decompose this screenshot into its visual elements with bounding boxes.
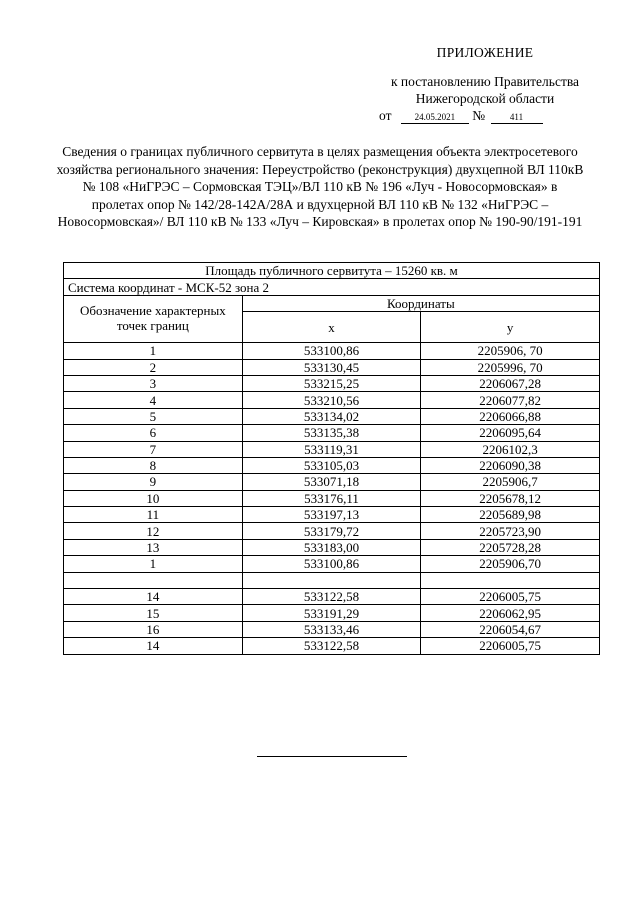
table-row xyxy=(64,375,600,391)
cell-point: 14 xyxy=(64,638,243,654)
area-row xyxy=(64,263,600,279)
region-line: Нижегородской области xyxy=(415,91,555,106)
cell-x: 533191,29 xyxy=(242,605,421,621)
cell-point: 7 xyxy=(64,441,243,457)
cell-point: 16 xyxy=(64,621,243,637)
cell-point: 6 xyxy=(64,425,243,441)
cell-point: 10 xyxy=(64,490,243,506)
x-header: x xyxy=(242,312,421,343)
table-row xyxy=(64,638,600,654)
table-row xyxy=(64,605,600,621)
table-row xyxy=(64,621,600,637)
cell-x: 533183,00 xyxy=(242,539,421,555)
cell-point xyxy=(64,572,243,588)
cell-x: 533215,25 xyxy=(242,375,421,391)
cell-y: 2206090,38 xyxy=(421,457,600,473)
table-row xyxy=(64,474,600,490)
cell-x: 533071,18 xyxy=(242,474,421,490)
cell-point: 2 xyxy=(64,359,243,375)
cell-point: 4 xyxy=(64,392,243,408)
cell-y: 2206067,28 xyxy=(421,375,600,391)
cell-x: 533133,46 xyxy=(242,621,421,637)
cell-x: 533210,56 xyxy=(242,392,421,408)
resolution-line: к постановлению Правительства xyxy=(390,74,580,89)
table-row xyxy=(64,490,600,506)
table-row xyxy=(64,408,600,424)
area-cell: Площадь публичного сервитута – 15260 кв. м xyxy=(64,263,600,279)
coord-system-row xyxy=(64,279,600,295)
cell-x: 533134,02 xyxy=(242,408,421,424)
table-row xyxy=(64,556,600,572)
cell-y: 2205906,7 xyxy=(421,474,600,490)
cell-y: 2205996, 70 xyxy=(421,359,600,375)
document-title: Сведения о границах публичного сервитута в целях размещения объекта электросетевого хозяйства регионального значения: Переустройство (реконструкция) двухцепной ВЛ 110кВ № 108 «НиГРЭС – Сормовская ТЭЦ»/ВЛ 110 кВ № 196 «Луч - Новосормовская» в пролетах опор № 142/28-142А/28А и вдухцерной ВЛ 110 кВ № 132 «НиГРЭС – Новосормовская»/ ВЛ 110 кВ № 133 «Луч – Кировская» в пролетах опор № 190-90/191-191 xyxy=(56,144,584,230)
cell-y: 2206054,67 xyxy=(421,621,600,637)
y-header: y xyxy=(421,312,600,343)
appendix-header xyxy=(360,44,610,124)
cell-x: 533100,86 xyxy=(242,343,421,359)
table-row xyxy=(64,441,600,457)
cell-point: 12 xyxy=(64,523,243,539)
number-sign: № xyxy=(472,108,486,123)
cell-point: 3 xyxy=(64,375,243,391)
table-row xyxy=(64,572,600,588)
table-row xyxy=(64,507,600,523)
table-row xyxy=(64,539,600,555)
table-row xyxy=(64,359,600,375)
date-prefix: от xyxy=(379,108,392,123)
cell-x: 533179,72 xyxy=(242,523,421,539)
cell-y: 2205678,12 xyxy=(421,490,600,506)
cell-y: 2206062,95 xyxy=(421,605,600,621)
cell-y: 2206102,3 xyxy=(421,441,600,457)
cell-x: 533122,58 xyxy=(242,589,421,605)
cell-y: 2205728,28 xyxy=(421,539,600,555)
cell-x: 533122,58 xyxy=(242,638,421,654)
cell-x xyxy=(242,572,421,588)
cell-y xyxy=(421,572,600,588)
cell-y: 2206005,75 xyxy=(421,638,600,654)
cell-y: 2205906, 70 xyxy=(421,343,600,359)
table-row xyxy=(64,392,600,408)
cell-point: 14 xyxy=(64,589,243,605)
cell-y: 2205906,70 xyxy=(421,556,600,572)
cell-point: 8 xyxy=(64,457,243,473)
table-row xyxy=(64,589,600,605)
table-row xyxy=(64,343,600,359)
cell-y: 2206066,88 xyxy=(421,408,600,424)
coord-system-cell: Система координат - МСК-52 зона 2 xyxy=(64,279,600,295)
header-row xyxy=(64,295,600,311)
cell-y: 2206095,64 xyxy=(421,425,600,441)
cell-point: 13 xyxy=(64,539,243,555)
date-value: 24.05.2021 xyxy=(401,112,469,124)
cell-y: 2206077,82 xyxy=(421,392,600,408)
number-value: 411 xyxy=(491,112,543,124)
cell-y: 2205723,90 xyxy=(421,523,600,539)
cell-x: 533135,38 xyxy=(242,425,421,441)
date-number-line xyxy=(360,107,610,124)
cell-point: 1 xyxy=(64,343,243,359)
cell-y: 2206005,75 xyxy=(421,589,600,605)
cell-point: 11 xyxy=(64,507,243,523)
cell-y: 2205689,98 xyxy=(421,507,600,523)
cell-x: 533119,31 xyxy=(242,441,421,457)
table-row xyxy=(64,425,600,441)
cell-point: 15 xyxy=(64,605,243,621)
cell-x: 533130,45 xyxy=(242,359,421,375)
points-header: Обозначение характерных точек границ xyxy=(64,295,243,342)
cell-x: 533105,03 xyxy=(242,457,421,473)
cell-x: 533176,11 xyxy=(242,490,421,506)
appendix-title: ПРИЛОЖЕНИЕ xyxy=(436,45,534,60)
cell-point: 9 xyxy=(64,474,243,490)
coords-header: Координаты xyxy=(242,295,599,311)
table-row xyxy=(64,457,600,473)
cell-x: 533197,13 xyxy=(242,507,421,523)
coordinates-table xyxy=(63,262,600,655)
end-divider-line xyxy=(257,756,407,757)
cell-x: 533100,86 xyxy=(242,556,421,572)
cell-point: 5 xyxy=(64,408,243,424)
cell-point: 1 xyxy=(64,556,243,572)
table-row xyxy=(64,523,600,539)
